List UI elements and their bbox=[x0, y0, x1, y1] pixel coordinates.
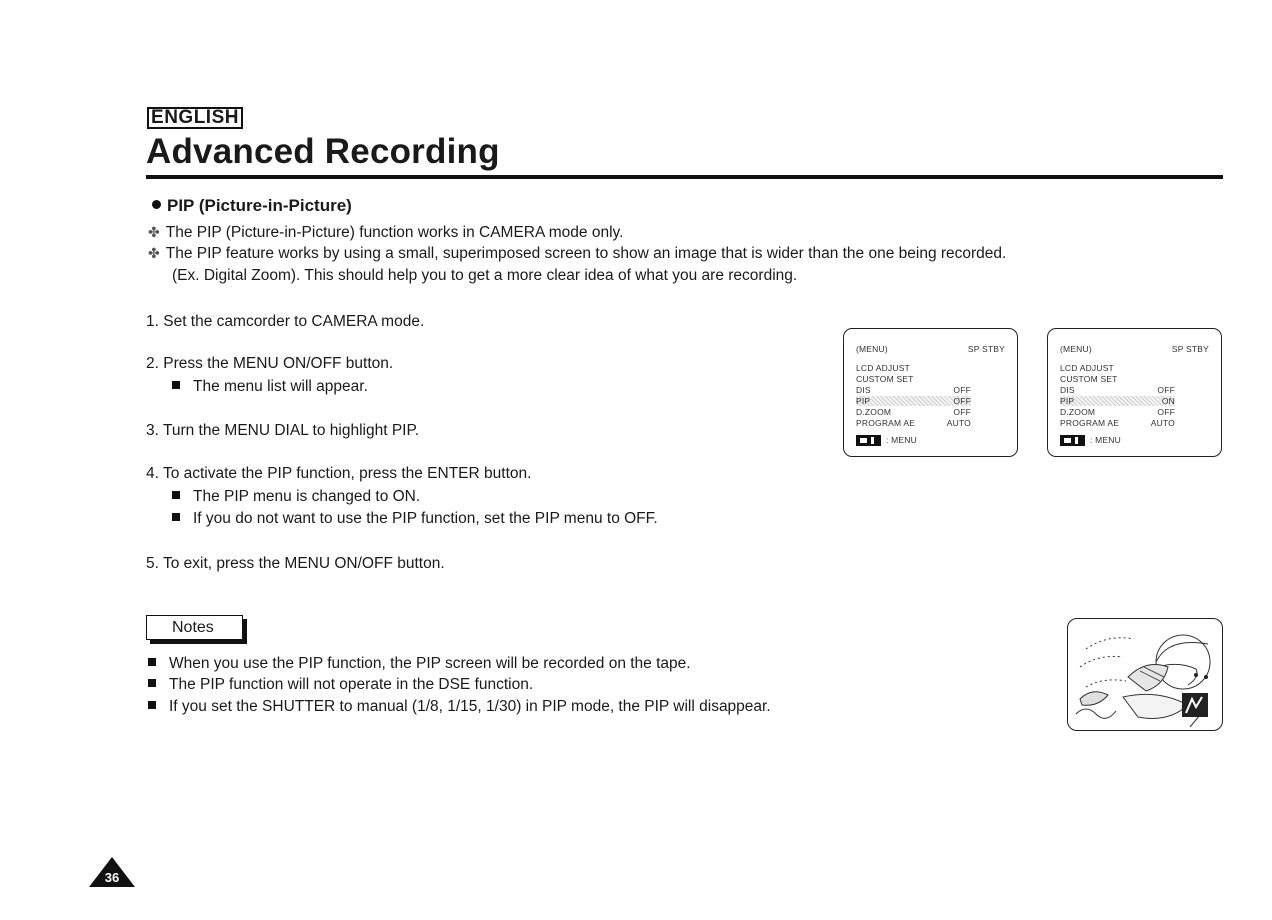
osd-item-highlighted: PIP OFF bbox=[856, 396, 971, 406]
page-number-badge bbox=[89, 857, 135, 887]
intro-continuation: (Ex. Digital Zoom). This should help you to get a more clear idea of what you are recording. bbox=[172, 267, 798, 284]
osd-menu-screen-before: (MENU) SP STBY LCD ADJUST CUSTOM SET DIS OFF PIP OFF D.ZOOM OFF PROGRAM AE AUTO : MENU bbox=[843, 328, 1018, 457]
step-3: 3. Turn the MENU DIAL to highlight PIP. bbox=[146, 422, 420, 439]
mascot-illustration bbox=[1067, 618, 1223, 731]
square-bullet-icon bbox=[148, 679, 156, 687]
note-item: The PIP function will not operate in the DSE function. bbox=[148, 676, 533, 694]
osd-menu-screen-after: (MENU) SP STBY LCD ADJUST CUSTOM SET DIS OFF PIP ON D.ZOOM OFF PROGRAM AE AUTO : MENU bbox=[1047, 328, 1222, 457]
step-2: 2. Press the MENU ON/OFF button. bbox=[146, 355, 394, 372]
step-4-sub: If you do not want to use the PIP function, set the PIP menu to OFF. bbox=[172, 510, 658, 528]
step-5: 5. To exit, press the MENU ON/OFF button. bbox=[146, 555, 445, 572]
osd-item: DIS OFF bbox=[1060, 385, 1175, 395]
step-4: 4. To activate the PIP function, press the ENTER button. bbox=[146, 465, 532, 482]
step-2-sub: The menu list will appear. bbox=[172, 378, 368, 396]
intro-line: ✤ The PIP (Picture-in-Picture) function works in CAMERA mode only. bbox=[148, 224, 624, 241]
square-bullet-icon bbox=[148, 701, 156, 709]
note-item: When you use the PIP function, the PIP screen will be recorded on the tape. bbox=[148, 655, 691, 673]
menu-button-icon bbox=[1060, 435, 1085, 446]
osd-item: PROGRAM AE AUTO bbox=[1060, 418, 1175, 428]
step-1: 1. Set the camcorder to CAMERA mode. bbox=[146, 313, 425, 330]
notes-label: Notes bbox=[146, 615, 243, 640]
note-item: If you set the SHUTTER to manual (1/8, 1/15, 1/30) in PIP mode, the PIP will disappear. bbox=[148, 698, 771, 716]
step-4-sub: The PIP menu is changed to ON. bbox=[172, 488, 420, 506]
language-label: ENGLISH bbox=[147, 107, 243, 129]
square-bullet-icon bbox=[148, 658, 156, 666]
mascot-drawing bbox=[1068, 619, 1224, 732]
diamond-bullet-icon: ✤ bbox=[148, 224, 160, 240]
page-title: Advanced Recording bbox=[146, 132, 500, 171]
square-bullet-icon bbox=[172, 513, 180, 521]
osd-item: CUSTOM SET bbox=[1060, 374, 1118, 384]
osd-item: PROGRAM AE AUTO bbox=[856, 418, 971, 428]
square-bullet-icon bbox=[172, 491, 180, 499]
osd-item: D.ZOOM OFF bbox=[1060, 407, 1175, 417]
intro-line: ✤ The PIP feature works by using a small, superimposed screen to show an image that is wider than the one being recorded. bbox=[148, 245, 1007, 262]
menu-button-icon bbox=[856, 435, 881, 446]
square-bullet-icon bbox=[172, 381, 180, 389]
bullet-dot-icon bbox=[152, 200, 161, 209]
diamond-bullet-icon: ✤ bbox=[148, 245, 160, 261]
page-number: 36 bbox=[104, 870, 120, 885]
title-rule bbox=[146, 175, 1223, 179]
osd-item: D.ZOOM OFF bbox=[856, 407, 971, 417]
osd-item: DIS OFF bbox=[856, 385, 971, 395]
osd-item-highlighted: PIP ON bbox=[1060, 396, 1175, 406]
osd-item: CUSTOM SET bbox=[856, 374, 914, 384]
section-heading: PIP (Picture-in-Picture) bbox=[152, 196, 352, 216]
osd-item: LCD ADJUST bbox=[1060, 363, 1114, 373]
osd-item: LCD ADJUST bbox=[856, 363, 910, 373]
